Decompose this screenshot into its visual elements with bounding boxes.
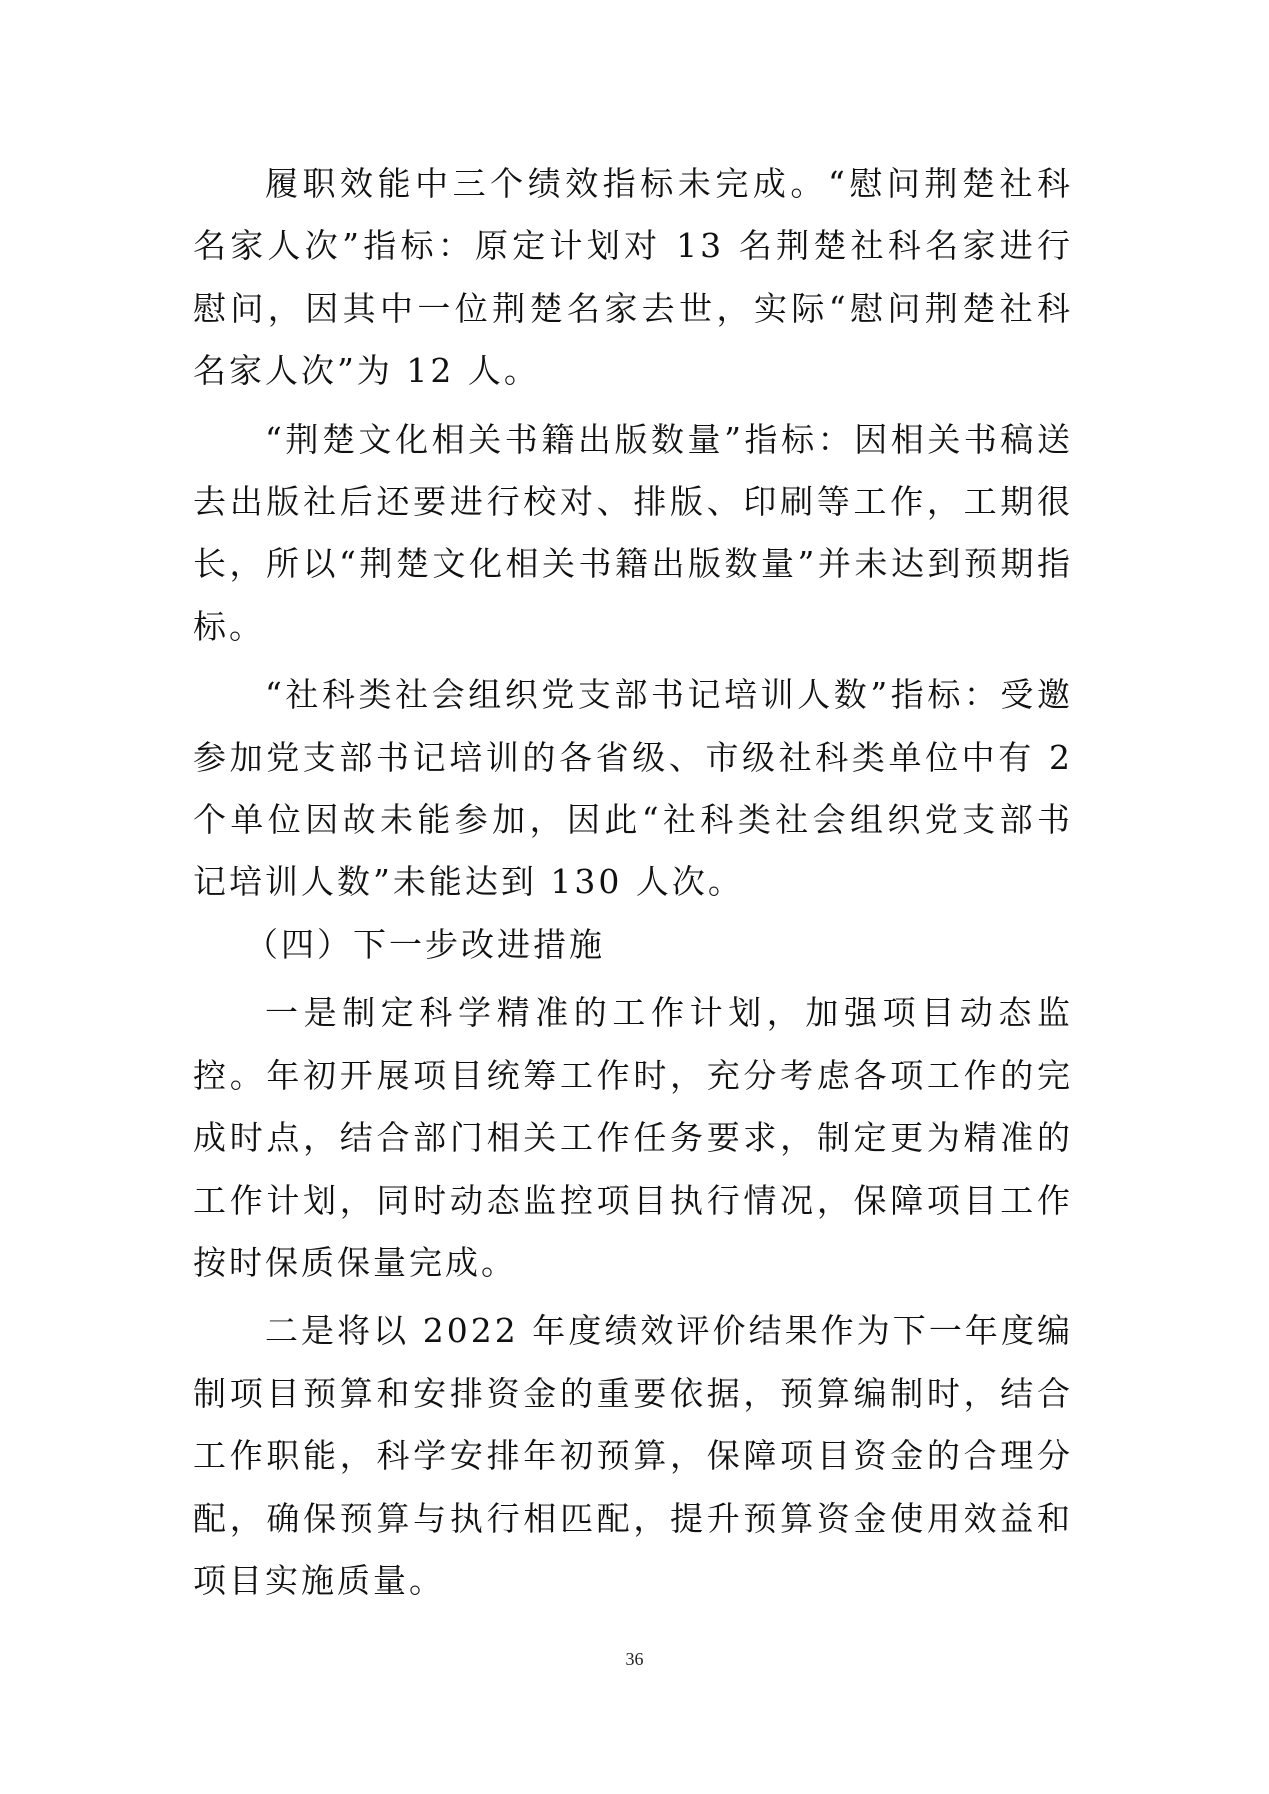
document-body: [193, 153, 1073, 1612]
paragraph-measure-one: 一是制定科学精准的工作计划，加强项目动态监控。年初开展项目统筹工作时，充分考虑各项工作的完成时点，结合部门相关工作任务要求，制定更为精准的工作计划，同时动态监控项目执行情况，保障项目工作按时保质保量完成。: [193, 993, 1073, 1282]
paragraph-measure-two: 二是将以 2022 年度绩效评价结果作为下一年度编制项目预算和安排资金的重要依据，预算编制时，结合工作职能，科学安排年初预算，保障项目资金的合理分配，确保预算与执行相匹配，提升预算资金使用效益和项目实施质量。: [193, 1311, 1073, 1600]
page-number: 36: [625, 1649, 644, 1669]
paragraph-indicator-condolence: 履职效能中三个绩效指标未完成。“慰问荆楚社科名家人次”指标：原定计划对 13 名荆楚社科名家进行慰问，因其中一位荆楚名家去世，实际“慰问荆楚社科名家人次”为 12 人。: [193, 164, 1073, 391]
paragraph-indicator-training: “社科类社会组织党支部书记培训人数”指标：受邀参加党支部书记培训的各省级、市级社科类单位中有 2 个单位因故未能参加，因此“社科类社会组织党支部书记培训人数”未能达到 130 人次。: [193, 675, 1073, 902]
section-heading: （四）下一步改进措施: [245, 924, 605, 964]
paragraph-indicator-books: “荆楚文化相关书籍出版数量”指标：因相关书稿送去出版社后还要进行校对、排版、印刷等工作，工期很长，所以“荆楚文化相关书籍出版数量”并未达到预期指标。: [193, 419, 1073, 646]
